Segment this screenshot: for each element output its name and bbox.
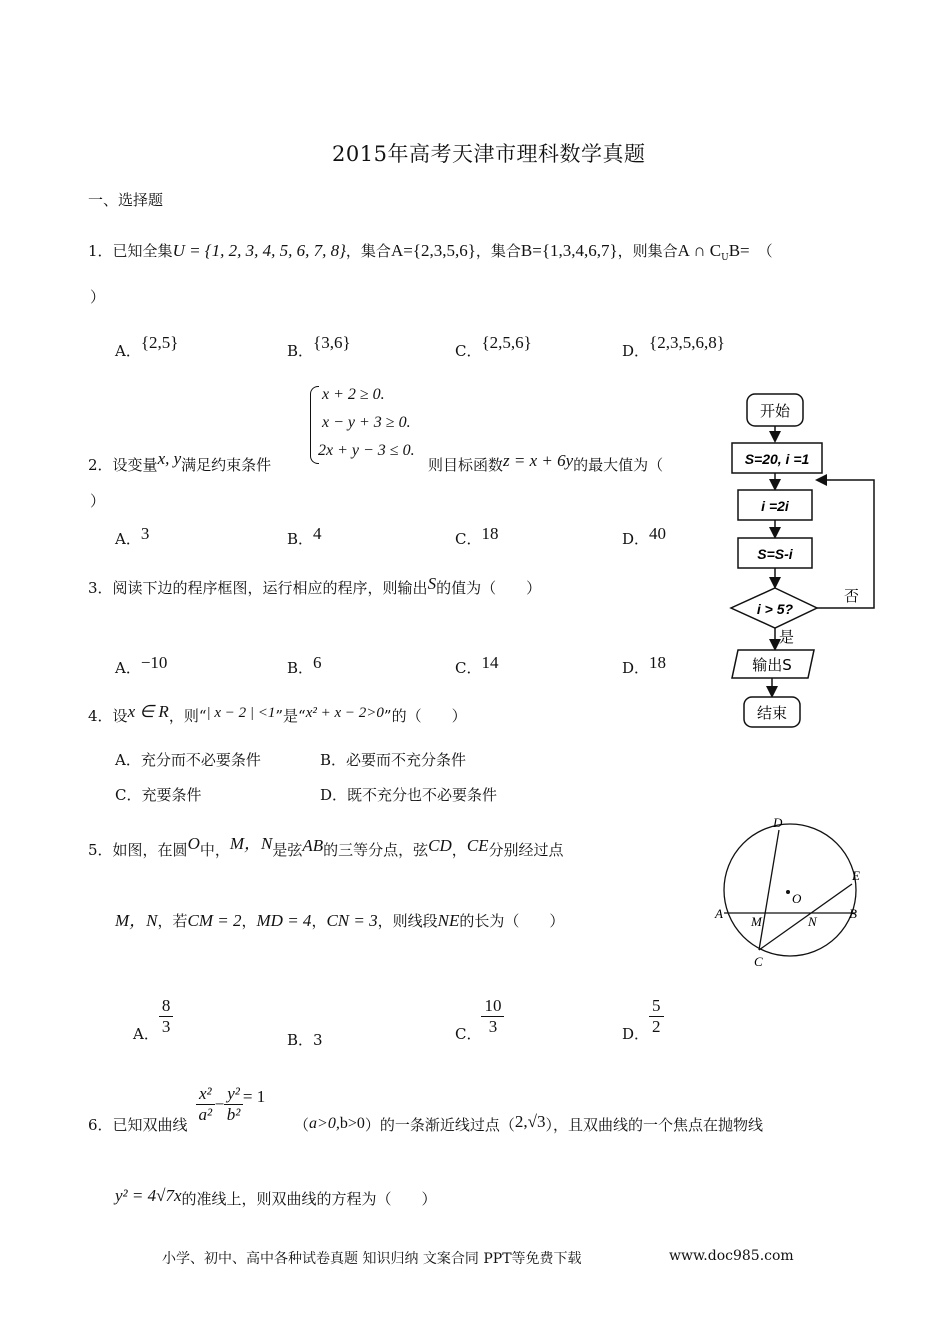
option-label: A． bbox=[115, 530, 141, 548]
q3-option-d[interactable] bbox=[622, 653, 667, 678]
q3-text: 阅读下边的程序框图，运行相应的程序，则输出 bbox=[112, 579, 428, 597]
q4-text: ”的（ ） bbox=[383, 707, 467, 725]
q5-math-ce: CE bbox=[466, 836, 489, 855]
q3-text: 的值为（ ） bbox=[436, 579, 542, 597]
q5-text: 如图，在圆 bbox=[112, 841, 188, 859]
q1-math-a: A={2,3,5,6} bbox=[390, 241, 476, 260]
option-label: B． bbox=[287, 530, 314, 548]
q4-math-abs: | x − 2 | <1 bbox=[206, 705, 276, 721]
option-label: B． bbox=[287, 659, 314, 677]
q5-math-ne: NE bbox=[437, 911, 460, 930]
q5-text: ，若 bbox=[157, 912, 188, 930]
flowchart-yes-label: 是 bbox=[779, 628, 795, 646]
option-value: 既不充分也不必要条件 bbox=[347, 786, 498, 804]
q5-circle-figure bbox=[712, 812, 872, 972]
fraction-den: 2 bbox=[652, 1017, 661, 1036]
option-label: C． bbox=[455, 342, 482, 360]
flowchart-start-label: 开始 bbox=[759, 402, 791, 420]
label-d: D bbox=[773, 815, 783, 830]
fraction-den: 3 bbox=[161, 1017, 171, 1036]
q4-option-d[interactable] bbox=[320, 784, 497, 805]
q6-eq: = 1 bbox=[242, 1086, 266, 1106]
q5-math-md: MD = 4 bbox=[256, 911, 312, 930]
fraction-num: x² bbox=[196, 1084, 215, 1105]
q1-math-set-b: B= bbox=[728, 241, 750, 260]
question-5-line-2 bbox=[115, 906, 564, 931]
footer-link[interactable]: www.doc985.com bbox=[669, 1248, 794, 1264]
question-3 bbox=[88, 574, 542, 598]
option-value: 14 bbox=[481, 653, 499, 672]
q1-text: ，集合 bbox=[345, 242, 391, 260]
q2-constraint-1: x + 2 ≥ 0. bbox=[322, 386, 385, 403]
option-label: B． bbox=[287, 1031, 314, 1049]
label-a: A bbox=[715, 906, 723, 921]
option-label: D． bbox=[622, 530, 650, 548]
q2-text: 设变量 bbox=[112, 456, 158, 474]
option-label: D． bbox=[622, 1024, 650, 1043]
q3-option-a[interactable] bbox=[115, 653, 168, 678]
q5-text: 中， bbox=[199, 841, 230, 859]
q3-number: 3． bbox=[88, 579, 113, 597]
q5-option-d[interactable] bbox=[622, 996, 664, 1043]
option-label: C． bbox=[455, 1024, 482, 1043]
q5-text: 是弦 bbox=[272, 841, 303, 859]
option-label: B． bbox=[320, 751, 347, 769]
label-o: O bbox=[792, 891, 802, 906]
q6-text: （ bbox=[294, 1116, 310, 1134]
label-b: B bbox=[849, 906, 857, 921]
question-6-line-2 bbox=[115, 1188, 437, 1209]
q2-option-c[interactable] bbox=[455, 524, 499, 549]
section-heading: 一、选择题 bbox=[88, 191, 164, 209]
fraction-den: 3 bbox=[488, 1017, 498, 1036]
flowchart-no-label: 否 bbox=[844, 587, 860, 605]
question-6-tail bbox=[294, 1114, 763, 1135]
option-value: −10 bbox=[140, 653, 168, 672]
q3-option-b[interactable] bbox=[287, 653, 322, 678]
q4-text: ，则“ bbox=[168, 707, 207, 725]
q1-paren-close: ） bbox=[90, 288, 106, 306]
q5-math-mn: M，N bbox=[229, 834, 273, 853]
question-5-line-1 bbox=[88, 835, 564, 860]
q5-text: 的三等分点，弦 bbox=[323, 841, 429, 859]
option-value: 必要而不充分条件 bbox=[346, 751, 467, 769]
q4-text: ”是“ bbox=[275, 707, 306, 725]
question-4 bbox=[88, 702, 467, 726]
label-n: N bbox=[808, 914, 817, 929]
q5-math-cn: CN = 3 bbox=[326, 911, 378, 930]
flowchart-end-label: 结束 bbox=[756, 704, 788, 722]
q1-paren: （ bbox=[757, 242, 773, 260]
q1-option-d[interactable] bbox=[622, 333, 725, 361]
q3-option-c[interactable] bbox=[455, 653, 499, 678]
option-value: {2,3,5,6,8} bbox=[649, 333, 725, 352]
flowchart-step1-label: i =2i bbox=[761, 498, 789, 514]
fraction-num: 8 bbox=[159, 996, 174, 1017]
q5-text: ， bbox=[311, 912, 327, 930]
q6-text: 已知双曲线 bbox=[112, 1116, 188, 1134]
option-label: C． bbox=[115, 786, 142, 804]
option-value: 18 bbox=[481, 524, 499, 543]
q5-text: ，则线段 bbox=[377, 912, 438, 930]
q4-option-b[interactable] bbox=[320, 749, 466, 770]
flowchart-step2-label: S=S-i bbox=[757, 546, 793, 562]
q5-option-a[interactable] bbox=[133, 996, 173, 1043]
fraction bbox=[224, 1084, 243, 1125]
q4-text: 设 bbox=[112, 707, 128, 725]
q1-text: ，集合 bbox=[475, 242, 521, 260]
page-title: 2015年高考天津市理科数学真题 bbox=[332, 142, 646, 166]
chord-cd bbox=[759, 830, 779, 950]
circle-o bbox=[724, 824, 856, 956]
q3-math-s: S bbox=[427, 574, 437, 593]
q5-math-mn: M，N bbox=[115, 911, 158, 930]
q4-number: 4． bbox=[88, 707, 113, 725]
q2-option-a[interactable] bbox=[115, 524, 150, 549]
q5-option-b[interactable] bbox=[287, 1029, 323, 1050]
q6-math-parabola: y² = 4√7x bbox=[115, 1186, 182, 1205]
q1-text: ，则集合 bbox=[617, 242, 678, 260]
q2-text: 则目标函数 bbox=[428, 456, 504, 474]
q6-text: ）的一条渐近线过点（ bbox=[364, 1116, 515, 1134]
option-label: A． bbox=[115, 751, 141, 769]
question-2 bbox=[88, 449, 272, 475]
q1-text: 已知全集 bbox=[112, 242, 173, 260]
q5-math-cd: CD bbox=[428, 836, 452, 855]
q1-number: 1． bbox=[88, 242, 113, 260]
footer-text: 小学、初中、高中各种试卷真题 知识归纳 文案合同 PPT等免费下载 bbox=[162, 1251, 582, 1267]
question-1 bbox=[88, 240, 773, 263]
q5-text: ， bbox=[451, 841, 467, 859]
q2-text: 的最大值为（ bbox=[573, 456, 664, 474]
option-value: 18 bbox=[649, 653, 667, 672]
q5-text: 的长为（ ） bbox=[459, 912, 565, 930]
option-value: 3 bbox=[140, 524, 150, 543]
q2-math-objective: z = x + 6y bbox=[503, 451, 574, 470]
q2-constraint-3: 2x + y − 3 ≤ 0. bbox=[318, 442, 415, 459]
option-value: 4 bbox=[313, 524, 322, 543]
flowchart-output-label: 输出S bbox=[752, 656, 792, 674]
option-label: D． bbox=[622, 659, 650, 677]
q6-math-point: 2,√3 bbox=[514, 1112, 546, 1131]
q1-math-sub: U bbox=[721, 253, 729, 263]
q4-math-x: x ∈ R bbox=[127, 702, 169, 721]
q6-hyperbola-eq bbox=[196, 1084, 265, 1125]
flowchart bbox=[722, 390, 882, 735]
fraction-num: 5 bbox=[649, 996, 664, 1017]
q1-math-set: A ∩ C bbox=[677, 241, 722, 260]
q1-option-b[interactable] bbox=[287, 333, 351, 361]
option-value: 充分而不必要条件 bbox=[140, 751, 261, 769]
fraction-num: 10 bbox=[481, 996, 504, 1017]
option-value: 3 bbox=[313, 1031, 323, 1049]
q2-constraint-2: x − y + 3 ≥ 0. bbox=[322, 414, 411, 431]
fraction-num: y² bbox=[224, 1084, 243, 1105]
label-c: C bbox=[754, 954, 763, 969]
q1-option-a[interactable] bbox=[115, 333, 179, 361]
q2-option-b[interactable] bbox=[287, 524, 322, 549]
q6-math-a: a>0, bbox=[309, 1115, 340, 1132]
q1-option-c[interactable] bbox=[455, 333, 532, 361]
q6-text: ），且双曲线的一个焦点在抛物线 bbox=[545, 1116, 763, 1134]
option-value: 6 bbox=[313, 653, 322, 672]
fraction bbox=[196, 1084, 215, 1125]
option-label: D． bbox=[320, 786, 348, 804]
q1-math-u: U = {1, 2, 3, 4, 5, 6, 7, 8} bbox=[172, 241, 346, 260]
option-value: {3,6} bbox=[313, 333, 351, 352]
fraction-den: a² bbox=[198, 1105, 213, 1124]
q2-text: 满足约束条件 bbox=[181, 456, 272, 474]
q4-option-c[interactable] bbox=[115, 784, 202, 805]
q5-number: 5． bbox=[88, 841, 113, 859]
option-value: 充要条件 bbox=[141, 786, 202, 804]
q5-math-o: O bbox=[187, 834, 200, 853]
center-dot bbox=[786, 890, 790, 894]
fraction bbox=[649, 996, 664, 1037]
option-label: C． bbox=[455, 659, 482, 677]
option-label: C． bbox=[455, 530, 482, 548]
flowchart-init-label: S=20, i =1 bbox=[744, 451, 810, 467]
label-e: E bbox=[852, 868, 860, 883]
q5-option-c[interactable] bbox=[455, 996, 504, 1043]
q2-math-vars: x, y bbox=[157, 449, 182, 468]
label-m: M bbox=[751, 914, 762, 929]
option-label: B． bbox=[287, 342, 314, 360]
fraction bbox=[481, 996, 504, 1037]
q2-tail bbox=[428, 451, 664, 475]
option-value: 40 bbox=[649, 524, 667, 543]
option-label: D． bbox=[622, 342, 650, 360]
option-label: A． bbox=[115, 659, 141, 677]
q6-minus: − bbox=[214, 1094, 225, 1114]
option-label: A． bbox=[133, 1024, 159, 1043]
q5-math-ab: AB bbox=[302, 836, 324, 855]
q5-math-cm: CM = 2 bbox=[187, 911, 242, 930]
flowchart-cond-label: i > 5? bbox=[756, 601, 794, 617]
option-label: A． bbox=[115, 342, 141, 360]
option-value: {2,5} bbox=[140, 333, 179, 352]
q4-math-quad: x² + x − 2>0 bbox=[305, 705, 384, 721]
q6-math-b: b>0 bbox=[339, 1115, 365, 1132]
q2-paren-close: ） bbox=[90, 492, 106, 510]
q2-number: 2． bbox=[88, 456, 113, 474]
q6-text: 的准线上，则双曲线的方程为（ ） bbox=[181, 1190, 437, 1208]
q2-option-d[interactable] bbox=[622, 524, 667, 549]
q4-option-a[interactable] bbox=[115, 749, 261, 770]
fraction bbox=[159, 996, 174, 1037]
question-6-lead bbox=[88, 1114, 188, 1135]
chord-ce bbox=[759, 884, 852, 950]
q1-math-b: B={1,3,4,6,7} bbox=[520, 241, 618, 260]
q5-text: ， bbox=[241, 912, 257, 930]
q5-text: 分别经过点 bbox=[488, 841, 564, 859]
fraction-den: b² bbox=[226, 1105, 241, 1124]
option-value: {2,5,6} bbox=[481, 333, 532, 352]
q6-number: 6． bbox=[88, 1116, 113, 1134]
